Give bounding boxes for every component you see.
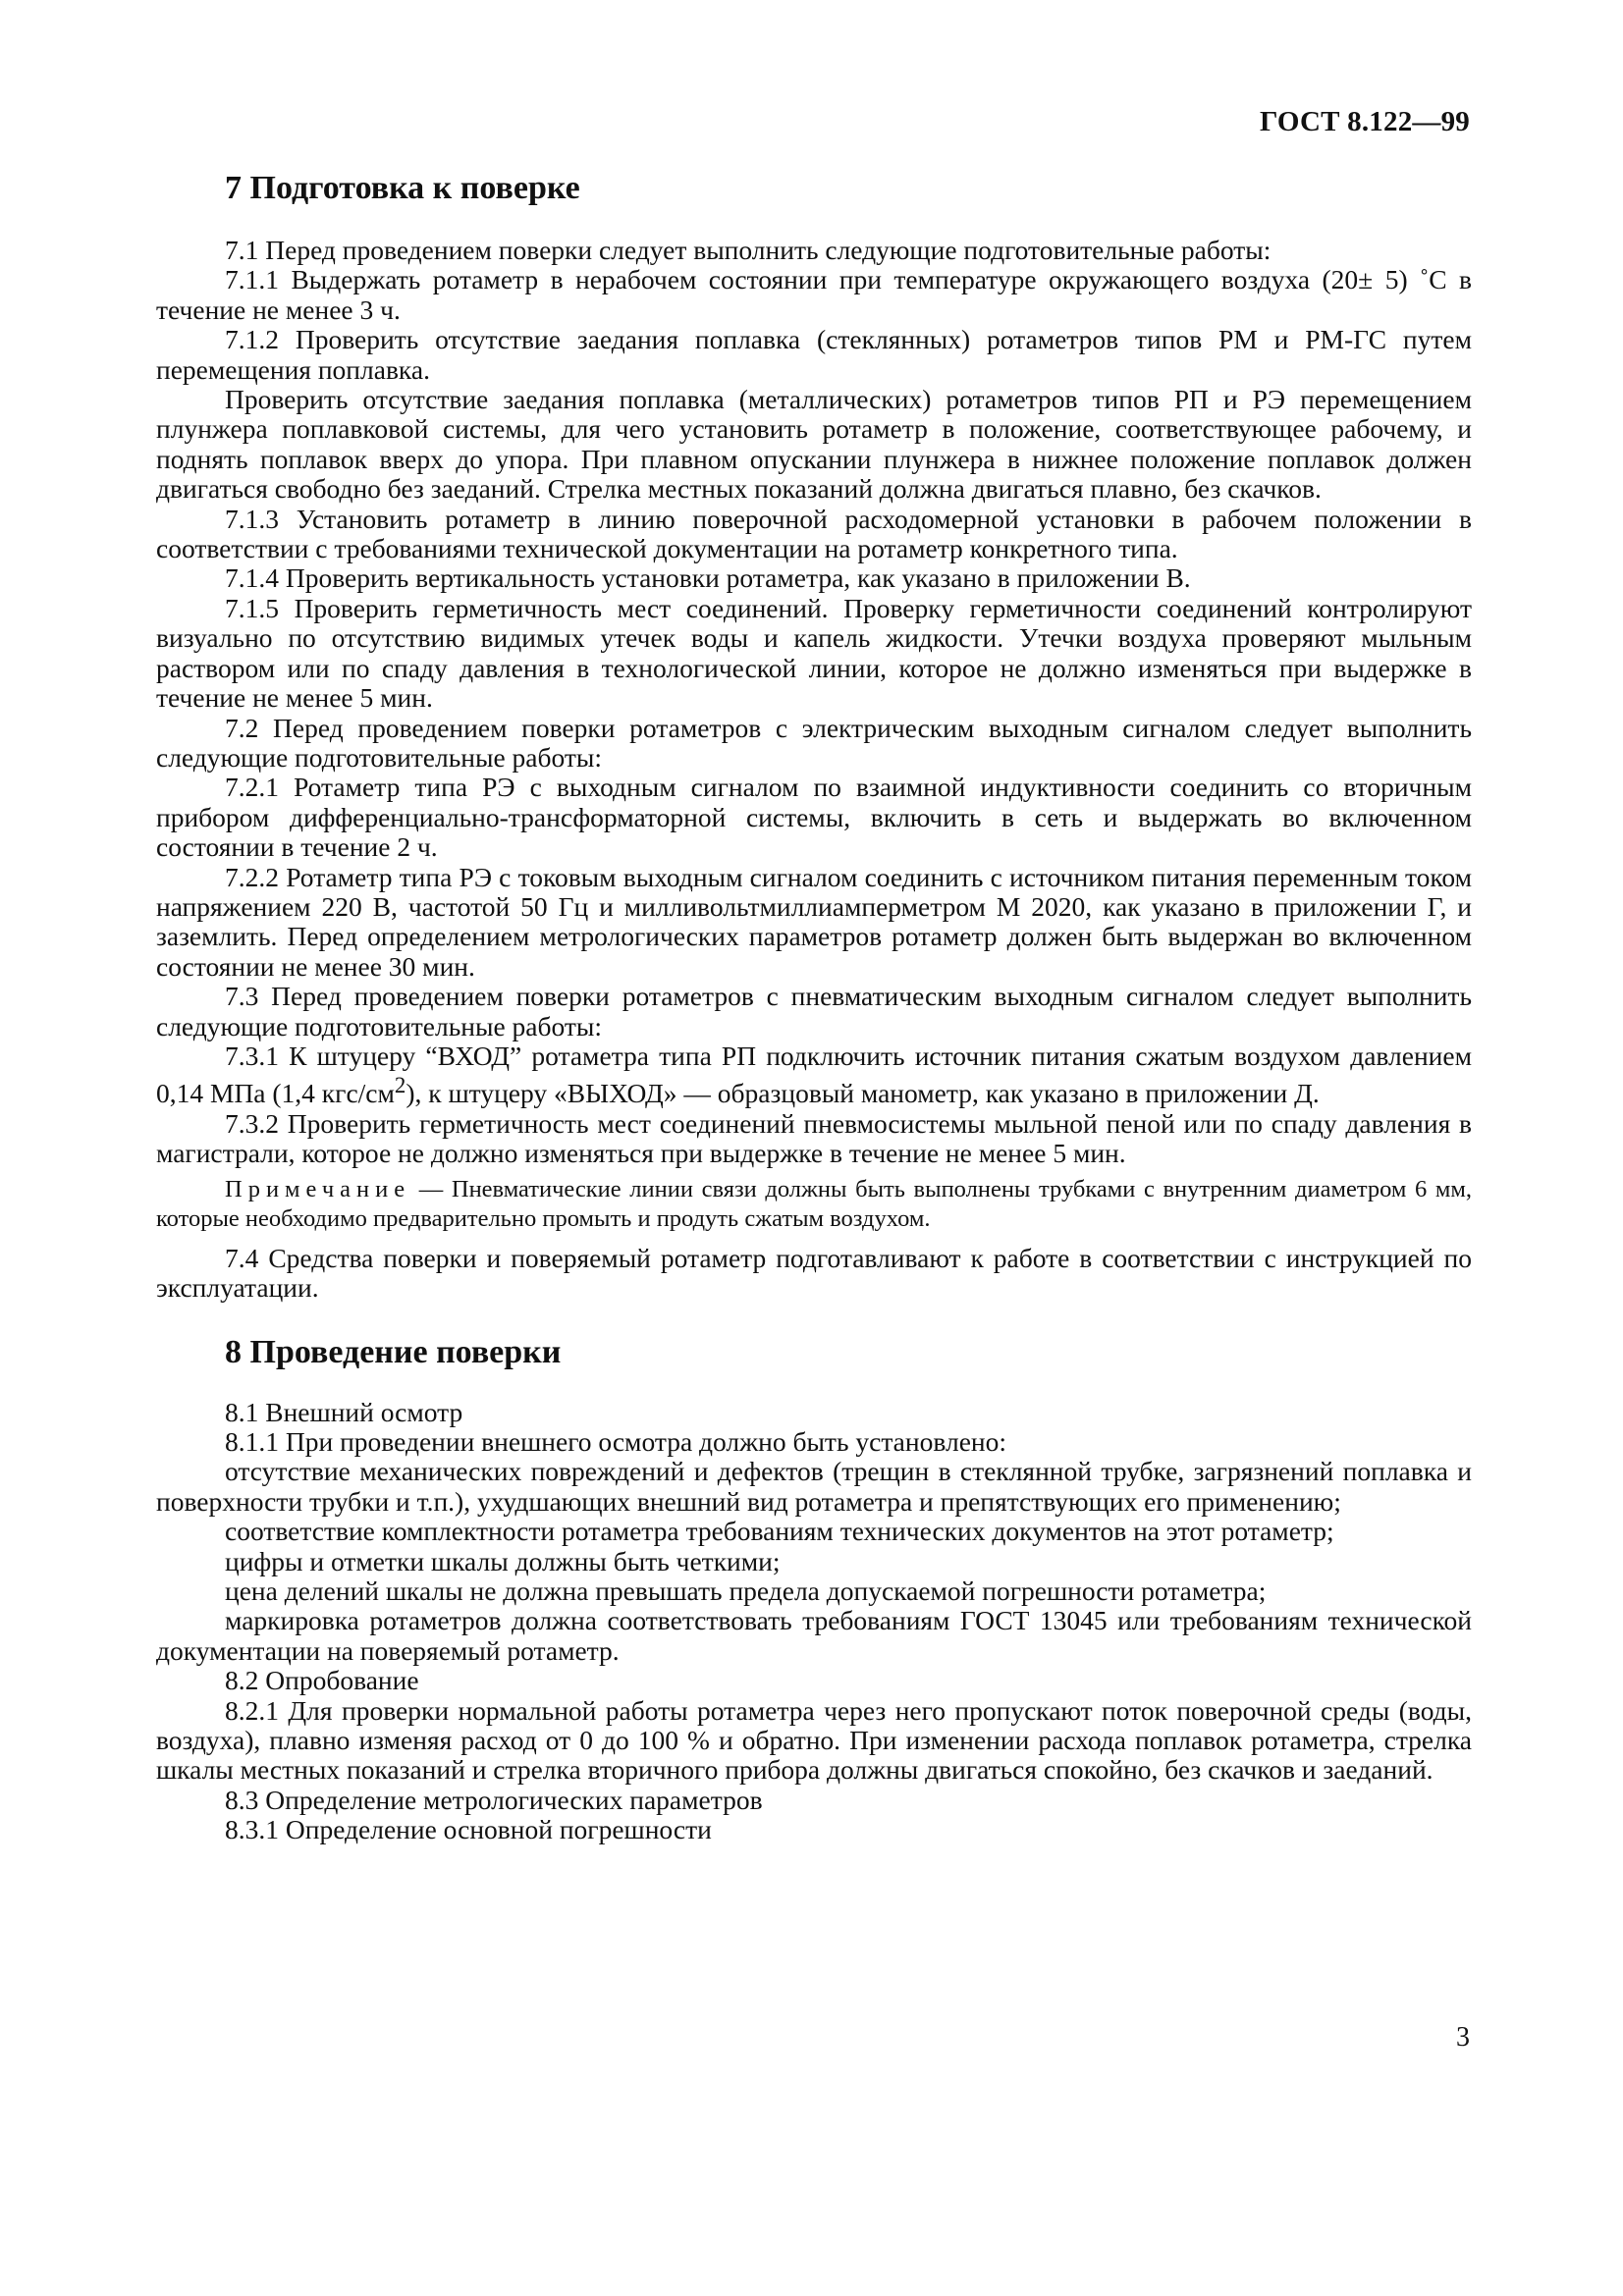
superscript: 2 [394,1073,406,1098]
paragraph-7-3-1-part1: 7.3.1 К штуцеру “ВХОД” ротаметра типа РП подключить источник питания сжатым воздухом давлением 0,14 МПа (1,4 кгс/см [156,1040,1472,1109]
list-item-completeness: соответствие комплектности ротаметра требованиям технических документов на этот ротаметр; [225,1516,1334,1547]
list-item-defects: отсутствие механических повреждений и дефектов (трещин в стеклянной трубке, загрязнений поплавка и поверхности трубки и т.п.), ухудшающих внешний вид ротаметра и препятствующих его применению; [156,1456,1472,1517]
paragraph-8-1: 8.1 Внешний осмотр [225,1396,463,1427]
paragraph-7-1-1: 7.1.1 Выдержать ротаметр в нерабочем состоянии при температуре окружающего воздуха (20± 5) ˚C в течение не менее 3 ч. [156,264,1472,325]
list-item-marking: маркировка ротаметров должна соответствовать требованиям ГОСТ 13045 или требованиям технической документации на поверяемый ротаметр. [156,1605,1472,1666]
paragraph-7-3-1-part2: ), к штуцеру «ВЫХОД» — образцовый манометр, как указано в приложении Д. [406,1078,1320,1109]
note [156,1175,1472,1234]
paragraph-7-1-3: 7.1.3 Установить ротаметр в линию поверочной расходомерной установки в рабочем положении в соответствии с требованиями технической документации на ротаметр конкретного типа. [156,503,1472,564]
paragraph-7-2-2: 7.2.2 Ротаметр типа РЭ с токовым выходным сигналом соединить с источником питания переменным током напряжением 220 В, частотой 50 Гц и милливольтмиллиамперметром М 2020, как указано в приложении Г, и заземлить. Перед определением метрологических параметров ротаметр должен быть выдержан во включенном состоянии не менее 30 мин. [156,861,1472,982]
paragraph-7-3: 7.3 Перед проведением поверки ротаметров с пневматическим выходным сигналом следует выполнить следующие подготовительные работы: [156,981,1472,1041]
paragraph-7-1-4: 7.1.4 Проверить вертикальность установки ротаметра, как указано в приложении В. [225,562,1191,594]
section-7-title: 7 Подготовка к поверке [225,170,580,206]
paragraph-7-3-1 [156,1041,1472,1109]
document-body [156,169,1472,1845]
paragraph-7-1: 7.1 Перед проведением поверки следует выполнить следующие подготовительные работы: [225,235,1271,265]
paragraph-7-1-2: 7.1.2 Проверить отсутствие заедания поплавка (стеклянных) ротаметров типов РМ и РМ-ГС путем перемещения поплавка. [156,324,1472,385]
document-code: ГОСТ 8.122—99 [1259,106,1470,137]
paragraph-8-3-1: 8.3.1 Определение основной погрешности [225,1814,712,1845]
paragraph-8-3: 8.3 Определение метрологических параметров [225,1784,763,1815]
list-item-scale-marks: цифры и отметки шкалы должны быть четкими; [225,1545,781,1576]
paragraph-8-2-1: 8.2.1 Для проверки нормальной работы ротаметра через него пропускают поток поверочной среды (воды, воздуха), плавно изменяя расход от 0 до 100 % и обратно. При изменении расхода поплавок ротаметра, стрелка шкалы местных показаний и стрелка вторичного прибора должны двигаться спокойно, без скачков и заеданий. [156,1694,1472,1786]
page-number: 3 [1456,2022,1470,2053]
paragraph-7-1-5: 7.1.5 Проверить герметичность мест соединений. Проверку герметичности соединений контролируют визуально по отсутствию видимых утечек воды и капель жидкости. Утечки воздуха проверяют мыльным раствором или по спаду давления в технологической линии, которое не должно изменяться при выдержке в течение не менее 5 мин. [156,592,1472,714]
paragraph-7-4: 7.4 Средства поверки и поверяемый ротаметр подготавливают к работе в соответствии с инструкцией по эксплуатации. [156,1242,1472,1304]
note-label: Примечание [225,1175,411,1202]
list-item-division-value: цена делений шкалы не должна превышать предела допускаемой погрешности ротаметра; [225,1575,1267,1606]
section-8-title: 8 Проведение поверки [225,1333,562,1370]
paragraph-7-1-2-cont: Проверить отсутствие заедания поплавка (металлических) ротаметров типов РП и РЭ перемещением плунжера поплавковой системы, для чего установить ротаметр в положение, соответствующее рабочему, и поднять поплавок вверх до упора. При плавном опускании плунжера в нижнее положение поплавок должен двигаться свободно без заеданий. Стрелка местных показаний должна двигаться плавно, без скачков. [156,384,1472,505]
paragraph-7-3-2: 7.3.2 Проверить герметичность мест соединений пневмосистемы мыльной пеной или по спаду давления в магистрали, которое не должно изменяться при выдержке в течение не менее 5 мин. [156,1107,1472,1169]
paragraph-7-2-1: 7.2.1 Ротаметр типа РЭ с выходным сигналом по взаимной индуктивности соединить со вторичным прибором дифференциально-трансформаторной системы, включить в сеть и выдержать во включенном состоянии в течение 2 ч. [156,772,1472,863]
paragraph-8-2: 8.2 Опробование [225,1665,419,1696]
paragraph-7-2: 7.2 Перед проведением поверки ротаметров с электрическим выходным сигналом следует выполнить следующие подготовительные работы: [156,712,1472,773]
paragraph-8-1-1: 8.1.1 При проведении внешнего осмотра должно быть установлено: [225,1425,1007,1457]
note-text: — Пневматические линии связи должны быть выполнены трубками с внутренним диаметром 6 мм, которые необходимо предварительно промыть и продуть сжатым воздухом. [156,1175,1472,1232]
